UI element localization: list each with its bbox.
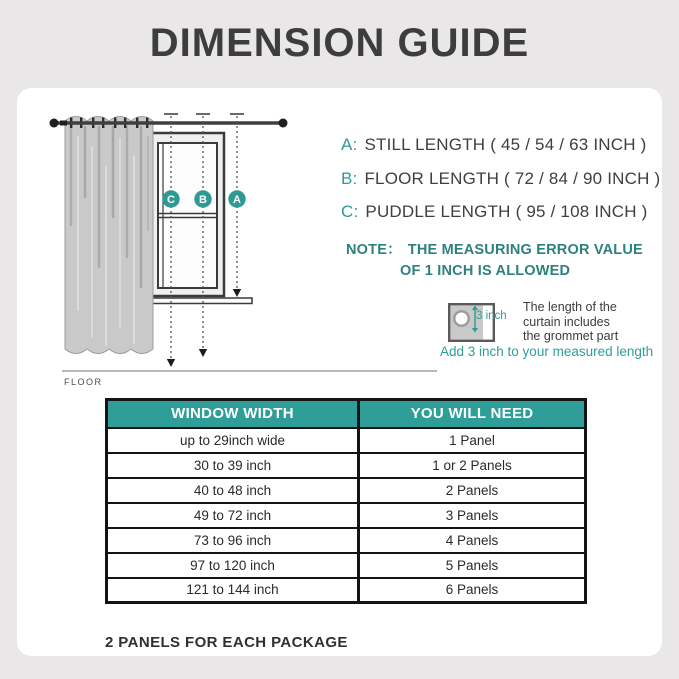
window-width-cell: 40 to 48 inch [107,478,359,503]
window-width-cell: 30 to 39 inch [107,453,359,478]
measurement-c-prefix: C: [341,202,359,221]
grommet-description-line: curtain includes [523,314,610,329]
panel-sizing-table [105,398,587,604]
grommet-description [523,300,618,344]
grommet-detail-figure [448,303,495,342]
table-row [107,478,586,503]
column-header-you-will-need: YOU WILL NEED [359,400,586,428]
grommet-measure-label: 3 inch [476,310,507,322]
measurement-c-text: PUDDLE LENGTH ( 95 / 108 INCH ) [365,202,648,221]
measurement-b-text: FLOOR LENGTH ( 72 / 84 / 90 INCH ) [364,169,661,188]
measurement-floor-length [341,169,660,189]
marker-c: C [167,194,175,206]
window-width-cell: 121 to 144 inch [107,578,359,603]
measurement-still-length [341,135,647,155]
panels-needed-cell: 2 Panels [359,478,586,503]
note-label: NOTE： [346,242,402,258]
measurement-a-prefix: A: [341,135,358,154]
table-row [107,578,586,603]
package-note: 2 PANELS FOR EACH PACKAGE [105,634,348,651]
page-title: DIMENSION GUIDE [149,21,530,65]
curtain-panel [65,117,153,354]
note-text: THE MEASURING ERROR VALUE [407,242,643,258]
window-width-cell: up to 29inch wide [107,428,359,453]
note-line-2: OF 1 INCH IS ALLOWED [400,263,571,279]
table-row [107,553,586,578]
window-width-cell: 73 to 96 inch [107,528,359,553]
windowsill [148,298,252,304]
marker-badges [162,190,245,207]
add-three-inch-note: Add 3 inch to your measured length [440,344,654,359]
panels-needed-cell: 4 Panels [359,528,586,553]
content-card [17,88,662,656]
table-row [107,453,586,478]
measurement-puddle-length [341,202,647,222]
measurement-b-prefix: B: [341,169,358,188]
panels-needed-cell: 1 Panel [359,428,586,453]
column-header-window-width: WINDOW WIDTH [107,400,359,428]
table-row [107,503,586,528]
panels-needed-cell: 1 or 2 Panels [359,453,586,478]
panels-needed-cell: 5 Panels [359,553,586,578]
window-width-cell: 49 to 72 inch [107,503,359,528]
table-header-row [107,400,586,428]
grommet-icon [454,311,468,325]
panels-needed-cell: 6 Panels [359,578,586,603]
grommet-description-line: the grommet part [523,329,619,343]
note-line-1 [346,240,643,261]
measurement-a-text: STILL LENGTH ( 45 / 54 / 63 INCH ) [364,135,647,154]
window-width-cell: 97 to 120 inch [107,553,359,578]
measuring-note [346,240,643,282]
window-frame [150,133,224,296]
floor-label: FLOOR [64,377,103,387]
table-row [107,428,586,453]
marker-b: B [199,194,207,206]
grommet-description-line: The length of the [523,300,617,314]
marker-a: A [233,194,241,206]
panels-needed-cell: 3 Panels [359,503,586,528]
table-row [107,528,586,553]
